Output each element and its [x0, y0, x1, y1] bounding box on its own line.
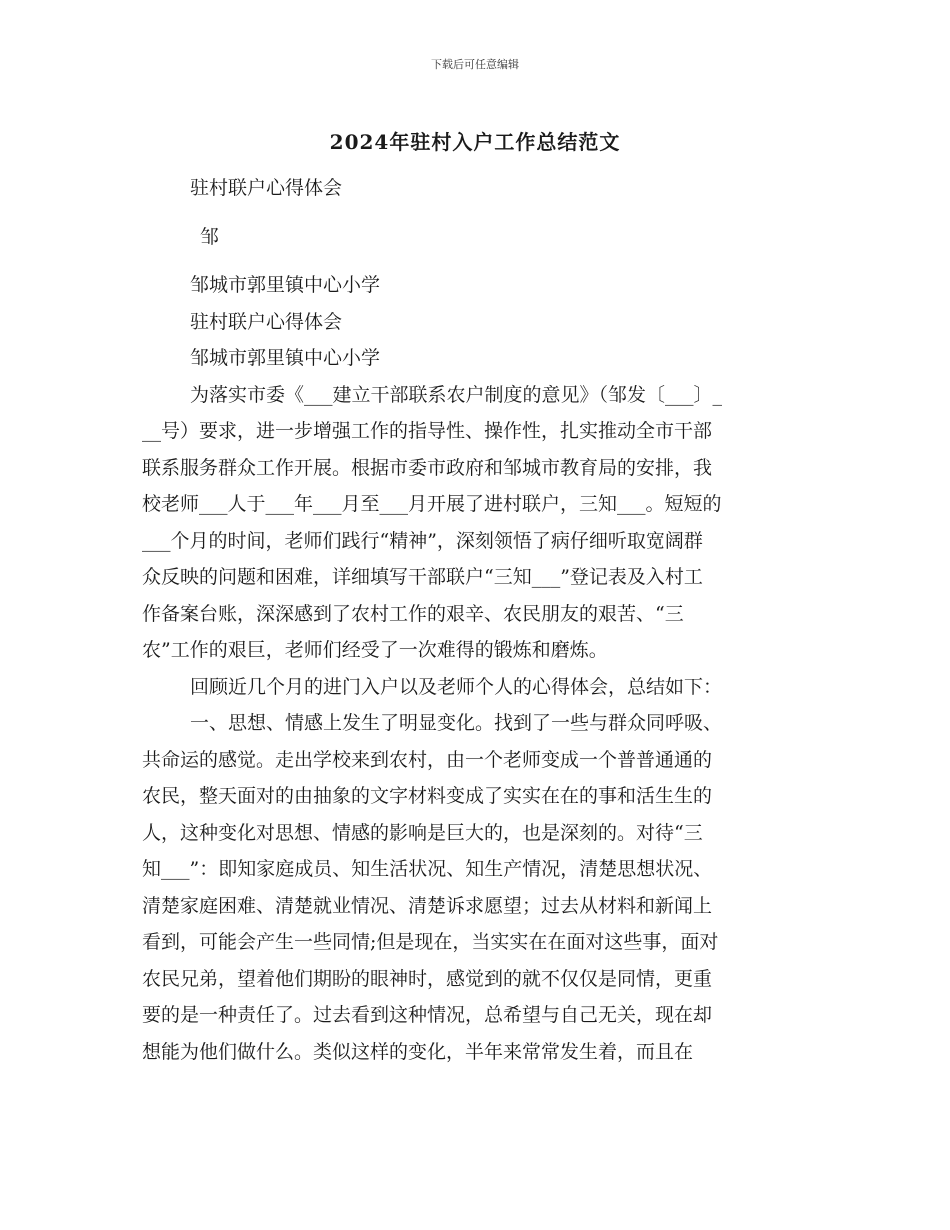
school-line: 邹城市郭里镇中心小学	[190, 274, 381, 296]
paragraph-line: 众反映的问题和困难，详细填写干部联户“三知___”登记表及入村工	[142, 566, 703, 588]
paragraph-line: 农民，整天面对的由抽象的文字材料变成了实实在在的事和活生生的	[142, 785, 713, 807]
paragraph-line: 农民兄弟，望着他们期盼的眼神时，感觉到的就不仅仅是同情，更重	[142, 967, 713, 990]
paragraph-line: 回顾近几个月的进门入户以及老师个人的心得体会，总结如下：	[190, 675, 723, 698]
paragraph-line: 看到，可能会产生一些同情;但是现在，当实实在在面对这些事，面对	[142, 931, 719, 953]
paragraph-line: 要的是一种责任了。过去看到这种情况，总希望与自己无关，现在却	[142, 1004, 713, 1026]
school-line-repeat: 邹城市郭里镇中心小学	[190, 347, 381, 369]
document-title: 2024年驻村入户工作总结范文	[329, 130, 621, 154]
paragraph-line: 农”工作的艰巨，老师们经受了一次难得的锻炼和磨炼。	[142, 639, 608, 661]
page-header-note: 下载后可任意编辑	[431, 58, 519, 71]
paragraph-line: 想能为他们做什么。类似这样的变化，半年来常常发生着，而且在	[142, 1040, 694, 1063]
paragraph-line: __号）要求，进一步增强工作的指导性、操作性，扎实推动全市干部	[142, 420, 713, 442]
paragraph-line: 知___”：即知家庭成员、知生活状况、知生产情况，清楚思想状况、	[142, 858, 713, 880]
document-body	[142, 170, 810, 1070]
paragraph-line: 一、思想、情感上发生了明显变化。找到了一些与群众同呼吸、	[190, 712, 723, 734]
subtitle-line: 驻村联户心得体会	[190, 177, 343, 199]
paragraph-line: 人，这种变化对思想、情感的影响是巨大的，也是深刻的。对待“三	[142, 821, 703, 844]
paragraph-line: 为落实市委《___建立干部联系农户制度的意见》（邹发〔___〕_	[190, 383, 723, 406]
paragraph-line: 校老师___人于___年___月至___月开展了进村联户，三知___。短短的	[142, 493, 722, 515]
paragraph-line: 共命运的感觉。走出学校来到农村，由一个老师变成一个普普通通的	[142, 748, 713, 771]
subtitle-line-repeat: 驻村联户心得体会	[190, 310, 343, 333]
author-initial-line: 邹	[200, 225, 220, 248]
paragraph-line: 联系服务群众工作开展。根据市委市政府和邹城市教育局的安排，我	[142, 456, 713, 479]
paragraph-line: 作备案台账，深深感到了农村工作的艰辛、农民朋友的艰苦、“三	[142, 602, 684, 625]
paragraph-line: 清楚家庭困难、清楚就业情况、清楚诉求愿望；过去从材料和新闻上	[142, 894, 713, 917]
paragraph-line: ___个月的时间，老师们践行“精神”，深刻领悟了病仔细听取宽阔群	[142, 529, 703, 552]
